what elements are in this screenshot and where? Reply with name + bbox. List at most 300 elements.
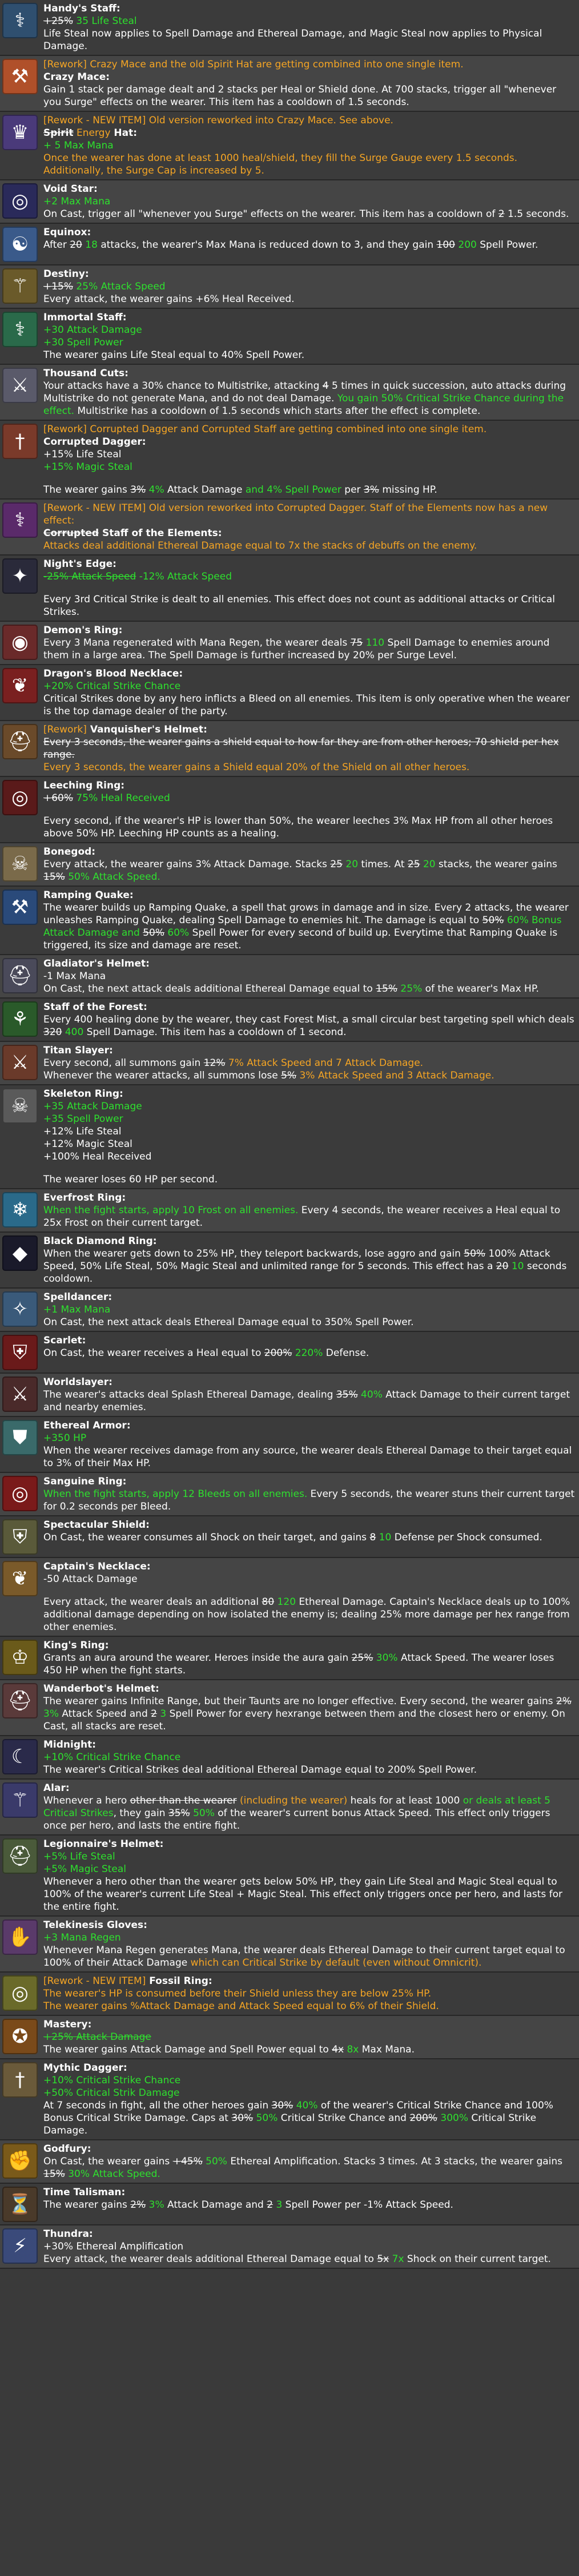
text-segment: 3% <box>363 484 379 496</box>
item-title-line <box>43 1683 576 1695</box>
text-segment: 30% <box>231 2112 254 2124</box>
bone-icon: ☠ <box>2 846 38 882</box>
armor-icon: ⛊ <box>2 1420 38 1455</box>
text-segment: 4% <box>146 484 164 496</box>
text-segment: Attack Damage to their current target and nearby enemies. <box>43 1389 570 1413</box>
text-segment: Legionnaire's Helmet: <box>43 1838 164 1850</box>
text-segment: Critical Strike Chance and <box>278 2112 410 2124</box>
item-text-line <box>43 1138 576 1150</box>
item-row <box>0 999 579 1042</box>
ring-icon: ◎ <box>2 183 38 219</box>
text-segment: +15% Magic Steal <box>43 461 132 473</box>
item-text-line <box>43 1596 576 1633</box>
necklace-icon: ❦ <box>2 668 38 703</box>
text-segment: The wearer gains Attack Damage and Spell Power equal to <box>43 2044 332 2055</box>
shield-icon: ⛨ <box>2 1335 38 1370</box>
text-segment: 400 <box>62 1027 84 1038</box>
item-text-line <box>43 1057 576 1069</box>
item-text-line <box>43 139 576 152</box>
item-row <box>0 955 579 999</box>
item-row <box>0 777 579 843</box>
text-segment: +25% Attack Damage <box>43 2031 151 2043</box>
text-segment: 5 times in quick succession, auto attacks during Multistrike do not generate Mana, and do not deal Damage. <box>43 380 566 404</box>
text-segment: +35 Attack Damage <box>43 1101 142 1112</box>
text-segment: missing HP. <box>379 484 437 496</box>
text-segment: +20% Critical Strike Chance <box>43 681 181 692</box>
text-segment: +12% Magic Steal <box>43 1138 132 1150</box>
text-segment: Dragon's Blood Necklace: <box>43 668 183 679</box>
item-description <box>43 1838 576 1913</box>
text-segment: 75% Heal Received <box>73 792 170 804</box>
item-description <box>43 1001 576 1039</box>
item-description <box>43 1192 576 1229</box>
text-segment: , they gain <box>113 1808 168 1819</box>
item-text-line <box>43 27 576 53</box>
item-text-line <box>43 83 576 108</box>
text-segment: Every attack, the wearer gains +6% Heal Received. <box>43 293 295 305</box>
item-description <box>43 2228 576 2265</box>
item-description <box>43 226 576 251</box>
text-segment: 60% Bonus Attack Damage and <box>43 915 562 939</box>
text-segment: +5% Magic Steal <box>43 1863 127 1875</box>
text-segment: 35% <box>336 1389 358 1400</box>
item-title-line <box>43 311 576 324</box>
text-segment: Fossil Ring: <box>146 1975 212 1987</box>
text-segment: 20 <box>70 239 82 251</box>
item-text-line <box>43 1173 576 1186</box>
text-segment: 2 <box>498 208 505 220</box>
item-row <box>0 2225 579 2269</box>
item-title-line <box>43 779 576 792</box>
item-description <box>43 311 576 361</box>
text-segment: Gain 1 stack per damage dealt and 2 stacks per Heal or Shield done. At 700 stacks, trigger all "whenever you Surge" effects on the wearer. This item has a cooldown of 1.5 seconds. <box>43 84 557 108</box>
text-segment: Mythic Dagger: <box>43 2062 127 2074</box>
text-segment: Skeleton Ring: <box>43 1088 123 1100</box>
item-description <box>43 1376 576 1414</box>
text-segment: 2% <box>556 1696 572 1707</box>
text-segment: Defense per Shock consumed. <box>391 1532 542 1543</box>
item-row <box>0 1973 579 2016</box>
text-segment: Every 3 seconds, the wearer gains a Shield equal 20% of the Shield on all other heroes. <box>43 762 470 773</box>
text-segment: Worldslayer: <box>43 1376 112 1388</box>
text-segment: Midnight: <box>43 1739 96 1750</box>
text-segment: other than the wearer <box>130 1795 237 1806</box>
text-segment: On Cast, the wearer gains <box>43 2156 173 2167</box>
item-title-line <box>43 1192 576 1204</box>
item-text-line <box>43 1432 576 1444</box>
item-description <box>43 1235 576 1285</box>
item-text-line <box>43 2087 576 2099</box>
item-text-line <box>43 448 576 461</box>
staff-icon: ⚚ <box>2 268 38 304</box>
text-segment: Scarlet: <box>43 1335 86 1346</box>
text-segment: Crazy Mace: <box>43 71 110 83</box>
mace-icon: ⚒ <box>2 59 38 94</box>
text-segment: Every attack, the wearer gains 3% Attack Damage. Stacks <box>43 859 331 870</box>
item-title-line <box>43 1475 576 1488</box>
text-segment: Whenever Mana Regen generates Mana, the wearer deals Ethereal Damage to their current target equal to 100% of their Attack Damage <box>43 1945 565 1969</box>
text-segment: Every 4 seconds, the wearer receives a Heal equal to 25x Frost on their current target. <box>43 1205 561 1229</box>
text-segment: seconds cooldown. <box>43 1261 567 1285</box>
item-text-line <box>43 208 576 220</box>
text-segment: Shock on their current target. <box>404 2253 551 2265</box>
text-segment: 18 <box>82 239 98 251</box>
text-segment: Telekinesis Gloves: <box>43 1919 147 1931</box>
item-text-line <box>43 1931 576 1944</box>
text-segment: +3 Mana Regen <box>43 1932 121 1943</box>
item-description <box>43 667 576 718</box>
item-description <box>43 779 576 840</box>
item-description <box>43 2186 576 2211</box>
item-text-line <box>43 527 576 540</box>
item-text-line <box>43 461 576 473</box>
text-segment: Ramping Quake: <box>43 889 134 901</box>
text-segment: 110 <box>363 637 385 649</box>
item-text-line <box>43 570 576 583</box>
text-segment: Titan Slayer: <box>43 1045 113 1056</box>
sword-icon: ⚔ <box>2 1045 38 1080</box>
text-segment: Vanquisher's Helmet: <box>86 724 207 735</box>
text-segment: 80 <box>262 1596 275 1608</box>
text-segment: Every second, all summons gain <box>43 1057 204 1069</box>
text-segment: The wearer's Critical Strikes deal additional Ethereal Damage equal to 200% Spell Power. <box>43 1764 477 1776</box>
text-segment: of the wearer's current bonus Attack Speed. This effect only triggers once per hero, and lasts the entire fight. <box>43 1808 550 1832</box>
text-segment: 120 <box>274 1596 296 1608</box>
text-segment: Wanderbot's Helmet: <box>43 1683 159 1694</box>
text-segment: -1 Max Mana <box>43 971 106 982</box>
text-segment: 60% <box>164 927 190 939</box>
hammer-icon: ⚡ <box>2 2228 38 2264</box>
text-segment: 7% Attack Speed and 7 Attack Damage. <box>225 1057 424 1069</box>
item-row <box>0 1780 579 1836</box>
item-text-line <box>43 2199 576 2211</box>
text-segment: Spirit <box>43 127 74 139</box>
necklace-icon: ❦ <box>2 1561 38 1596</box>
text-segment: 20 <box>420 859 436 870</box>
text-segment: [Rework - NEW ITEM] <box>43 1975 146 1987</box>
text-segment: Attack Speed and <box>58 1708 151 1720</box>
item-description <box>43 1975 576 2012</box>
item-text-line <box>43 637 576 662</box>
text-segment: Bonegod: <box>43 846 96 858</box>
item-description <box>43 2 576 53</box>
item-row <box>0 421 579 500</box>
text-segment: When the fight starts, apply 10 Frost on all enemies. <box>43 1205 299 1216</box>
text-segment: 12% <box>203 1057 226 1069</box>
item-title-line <box>43 723 576 736</box>
text-segment: +30 Spell Power <box>43 337 123 348</box>
item-row <box>0 556 579 622</box>
item-description <box>43 889 576 952</box>
text-segment: 50% <box>143 927 164 939</box>
text-segment: -12% Attack Speed <box>136 571 232 582</box>
text-segment: +30% Ethereal Amplification <box>43 2241 184 2252</box>
item-text-line <box>43 152 576 177</box>
text-segment: 25% <box>351 1652 373 1664</box>
item-text-line <box>43 280 576 293</box>
item-row <box>0 1085 579 1189</box>
item-title-line <box>43 889 576 901</box>
text-segment: Every attack, the wearer deals additional Ethereal Damage equal to <box>43 2253 377 2265</box>
item-row <box>0 2059 579 2140</box>
text-segment: 25 <box>330 859 343 870</box>
item-text-line <box>43 680 576 693</box>
text-segment: The wearer builds up Ramping Quake, a spell that grows in damage and in size. Every 2 attacks, the wearer unleashes Ramping Quake, dealing Spell Damage to enemies hit. The damage is equal to <box>43 902 569 926</box>
ring-icon: ◎ <box>2 1476 38 1511</box>
fist-icon: ✊ <box>2 2143 38 2179</box>
text-segment: + 5 Max Mana <box>43 140 114 151</box>
text-segment: Life Steal now applies to Spell Damage and Ethereal Damage, and Magic Steal now applies to Physical Damage. <box>43 28 542 52</box>
item-description <box>43 1044 576 1082</box>
item-description <box>43 2062 576 2137</box>
item-description <box>43 1560 576 1633</box>
item-description <box>43 558 576 618</box>
item-title-line <box>43 1001 576 1013</box>
text-segment: 30% <box>373 1652 398 1664</box>
item-title-line <box>43 367 576 380</box>
text-segment: 40% <box>357 1389 383 1400</box>
item-text-line <box>43 1585 576 1596</box>
text-segment: On Cast, the wearer consumes all Shock on their target, and gains <box>43 1532 370 1543</box>
item-text-line <box>43 15 576 27</box>
item-title-line <box>43 1235 576 1247</box>
text-segment: Spell Power for every hexrange between them and the closest hero or enemy. On Cast, all stacks are reset. <box>43 1708 565 1732</box>
text-segment: You gain 50% Critical Strike Chance during the effect. <box>43 393 564 417</box>
item-row <box>0 2016 579 2059</box>
text-segment: Captain's Necklace: <box>43 1561 151 1572</box>
text-segment: Your attacks have a 30% chance to Multistrike, attacking <box>43 380 323 392</box>
sword-icon: ⚔ <box>2 1376 38 1412</box>
item-row <box>0 1417 579 1473</box>
item-description <box>43 1334 576 1359</box>
staff-icon: ⚕ <box>2 3 38 38</box>
text-segment: +60% <box>43 792 74 804</box>
item-title-line <box>43 558 576 570</box>
text-segment: King's Ring: <box>43 1640 109 1651</box>
text-segment: Spell Damage to enemies around them in a large area. The Spell Damage is further increased by 20% per Surge Level. <box>43 637 550 661</box>
item-row <box>0 224 579 265</box>
text-segment: 200% <box>264 1347 292 1359</box>
text-segment: +50% Critical Strik Damage <box>43 2087 180 2099</box>
item-description <box>43 367 576 417</box>
text-segment: Attack Damage <box>164 484 246 496</box>
text-segment: Night's Edge: <box>43 558 116 570</box>
item-title-line <box>43 1975 576 1987</box>
text-segment: Whenever a hero <box>43 1795 130 1806</box>
item-title-line <box>43 2018 576 2031</box>
text-segment: 200% <box>409 2112 437 2124</box>
item-text-line <box>43 1204 576 1229</box>
item-text-line <box>43 1347 576 1359</box>
text-segment: Every 3rd Critical Strike is dealt to all enemies. This effect does not count as additional attacks or Critical Strikes. <box>43 594 555 618</box>
item-text-line <box>43 1163 576 1173</box>
item-row <box>0 887 579 955</box>
item-text-line <box>43 970 576 983</box>
item-row <box>0 1332 579 1374</box>
item-text-line <box>43 1573 576 1585</box>
text-segment: 100 <box>436 239 455 251</box>
item-text-line <box>43 380 576 417</box>
item-row <box>0 1289 579 1332</box>
text-segment: +2 Max Mana <box>43 196 111 207</box>
hammer-icon: ⚒ <box>2 889 38 925</box>
item-text-line <box>43 1794 576 1832</box>
item-text-line <box>43 2000 576 2012</box>
text-segment: Spectacular Shield: <box>43 1519 150 1531</box>
item-row <box>0 721 579 777</box>
text-segment: Everfrost Ring: <box>43 1192 126 1204</box>
item-title-line <box>43 1919 576 1931</box>
dagger-icon: † <box>2 2062 38 2098</box>
item-description <box>43 723 576 774</box>
item-text-line <box>43 815 576 840</box>
item-row <box>0 309 579 365</box>
text-segment: 3 <box>156 1708 167 1720</box>
text-segment: 300% <box>437 2112 468 2124</box>
item-row <box>0 1473 579 1516</box>
item-text-line <box>43 239 576 251</box>
text-segment: 40% <box>293 2100 318 2111</box>
item-text-line <box>43 1531 576 1544</box>
text-segment: 35 <box>73 15 92 27</box>
item-title-line <box>43 2 576 15</box>
text-segment: -50 Attack Damage <box>43 1573 138 1585</box>
text-segment: 75 <box>350 637 363 649</box>
text-segment: +1 Max Mana <box>43 1304 111 1315</box>
text-segment: Energy <box>73 127 111 139</box>
text-segment: 2% <box>130 2199 146 2211</box>
text-segment: +35 Spell Power <box>43 1113 123 1125</box>
item-row <box>0 1558 579 1637</box>
item-title-line <box>43 1782 576 1794</box>
sword-icon: ⚔ <box>2 368 38 403</box>
item-text-line <box>43 1069 576 1082</box>
text-segment: Gladiator's Helmet: <box>43 958 150 969</box>
text-segment: Every second, if the wearer's HP is lower than 50%, the wearer leeches 3% Max HP from all other heroes above 50% HP. Leeching HP counts as a healing. <box>43 815 553 839</box>
text-segment: 50% <box>464 1248 486 1259</box>
text-segment: After <box>43 239 70 251</box>
item-row <box>0 2140 579 2184</box>
text-segment: The wearer gains Infinite Range, but their Taunts are no longer effective. Every second, the wearer gains <box>43 1696 556 1707</box>
item-title-line <box>43 2228 576 2240</box>
item-text-line <box>43 540 576 552</box>
text-segment: +5% Life Steal <box>43 1851 115 1862</box>
text-segment: Hat: <box>110 127 138 139</box>
text-segment: 25 <box>407 859 420 870</box>
item-description <box>43 423 576 496</box>
item-description <box>43 1475 576 1513</box>
item-description <box>43 502 576 552</box>
item-text-line <box>43 693 576 718</box>
item-title-line <box>43 1291 576 1303</box>
item-title-line <box>43 2143 576 2155</box>
text-segment: 7x <box>389 2253 404 2265</box>
text-segment: Handy's Staff: <box>43 3 120 14</box>
text-segment: and 4% Spell Power <box>245 484 341 496</box>
text-segment: 3% Attack Speed and 3 Attack Damage. <box>296 1070 494 1081</box>
text-segment: +12% Life Steal <box>43 1126 122 1137</box>
text-segment: 50% <box>482 915 504 926</box>
item-text-line <box>43 1875 576 1913</box>
item-text-line <box>43 1863 576 1875</box>
mastery-icon: ✪ <box>2 2019 38 2054</box>
item-title-line <box>43 58 576 71</box>
text-segment: Mastery: <box>43 2019 92 2030</box>
text-segment: 220% <box>292 1347 323 1359</box>
text-segment: When the wearer receives damage from any source, the wearer deals Ethereal Damage to their target equal to 3% of their Max HP. <box>43 1445 572 1469</box>
text-segment: 320 <box>43 1027 62 1038</box>
text-segment: 4x <box>332 2044 344 2055</box>
text-segment: Every attack, the wearer deals an additional <box>43 1596 262 1608</box>
text-segment: of the wearer's Critical Strike Chance and 100% Bonus Critical Strike Damage. Caps at <box>43 2100 553 2124</box>
item-text-line <box>43 1113 576 1125</box>
item-description <box>43 1419 576 1470</box>
item-title-line <box>43 2186 576 2199</box>
item-title-line <box>43 957 576 970</box>
text-segment: 2 <box>267 2199 274 2211</box>
item-description <box>43 114 576 177</box>
text-segment: 50% <box>190 1808 215 1819</box>
item-title-line <box>43 1639 576 1652</box>
item-description <box>43 624 576 662</box>
text-segment: -25% Attack Speed <box>43 571 136 582</box>
text-segment: Thousand Cuts: <box>43 368 128 379</box>
text-segment: 20 <box>496 1261 509 1272</box>
text-segment: 200 <box>455 239 477 251</box>
item-row <box>0 665 579 721</box>
text-segment: Every 400 healing done by the wearer, they cast Forest Mist, a small circular best targeting spell which deals <box>43 1014 574 1025</box>
item-text-line <box>43 1444 576 1470</box>
item-description <box>43 1088 576 1186</box>
item-row <box>0 1736 579 1780</box>
ring-icon: ◎ <box>2 780 38 815</box>
item-row <box>0 1189 579 1233</box>
text-segment: (including the wearer) <box>236 1795 348 1806</box>
text-segment: The wearer's HP is consumed before their Shield unless they are below 25% HP. <box>43 1988 432 1999</box>
item-text-line <box>43 1488 576 1513</box>
item-text-line <box>43 901 576 952</box>
item-title-line <box>43 114 576 127</box>
item-title-line <box>43 423 576 436</box>
text-segment: When the fight starts, apply 12 Bleeds on all enemies. <box>43 1488 308 1500</box>
text-segment: [Rework - NEW ITEM] Old version reworked into Corrupted Dagger. Staff of the Elements now has a new effect: <box>43 502 548 526</box>
text-segment: Time Talisman: <box>43 2187 126 2198</box>
item-description <box>43 957 576 995</box>
text-segment: +30 Attack Damage <box>43 324 142 336</box>
item-text-line <box>43 761 576 774</box>
text-segment: Leeching Ring: <box>43 780 125 791</box>
text-segment: 3 <box>273 2199 283 2211</box>
item-text-line <box>43 2240 576 2253</box>
item-text-line <box>43 484 576 496</box>
text-segment: +25% <box>43 15 74 27</box>
moon-icon: ☾ <box>2 1739 38 1774</box>
item-text-line <box>43 2253 576 2265</box>
item-text-line <box>43 195 576 208</box>
item-row <box>0 1836 579 1917</box>
item-text-line <box>43 983 576 995</box>
text-segment: Critical Strikes done by any hero inflicts a Bleed on all enemies. This item is only operative when the wearer is the top damage dealer of the party. <box>43 693 570 717</box>
item-text-line <box>43 2155 576 2180</box>
text-segment: 8 <box>369 1532 376 1543</box>
item-text-line <box>43 1987 576 2000</box>
text-segment: +350 HP <box>43 1432 87 1444</box>
item-title-line <box>43 1044 576 1057</box>
item-description <box>43 1639 576 1677</box>
ring-icon: ◉ <box>2 625 38 660</box>
item-title-line <box>43 1560 576 1573</box>
text-segment: attacks, the wearer's Max Mana is reduced down to 3, and they gain <box>97 239 437 251</box>
